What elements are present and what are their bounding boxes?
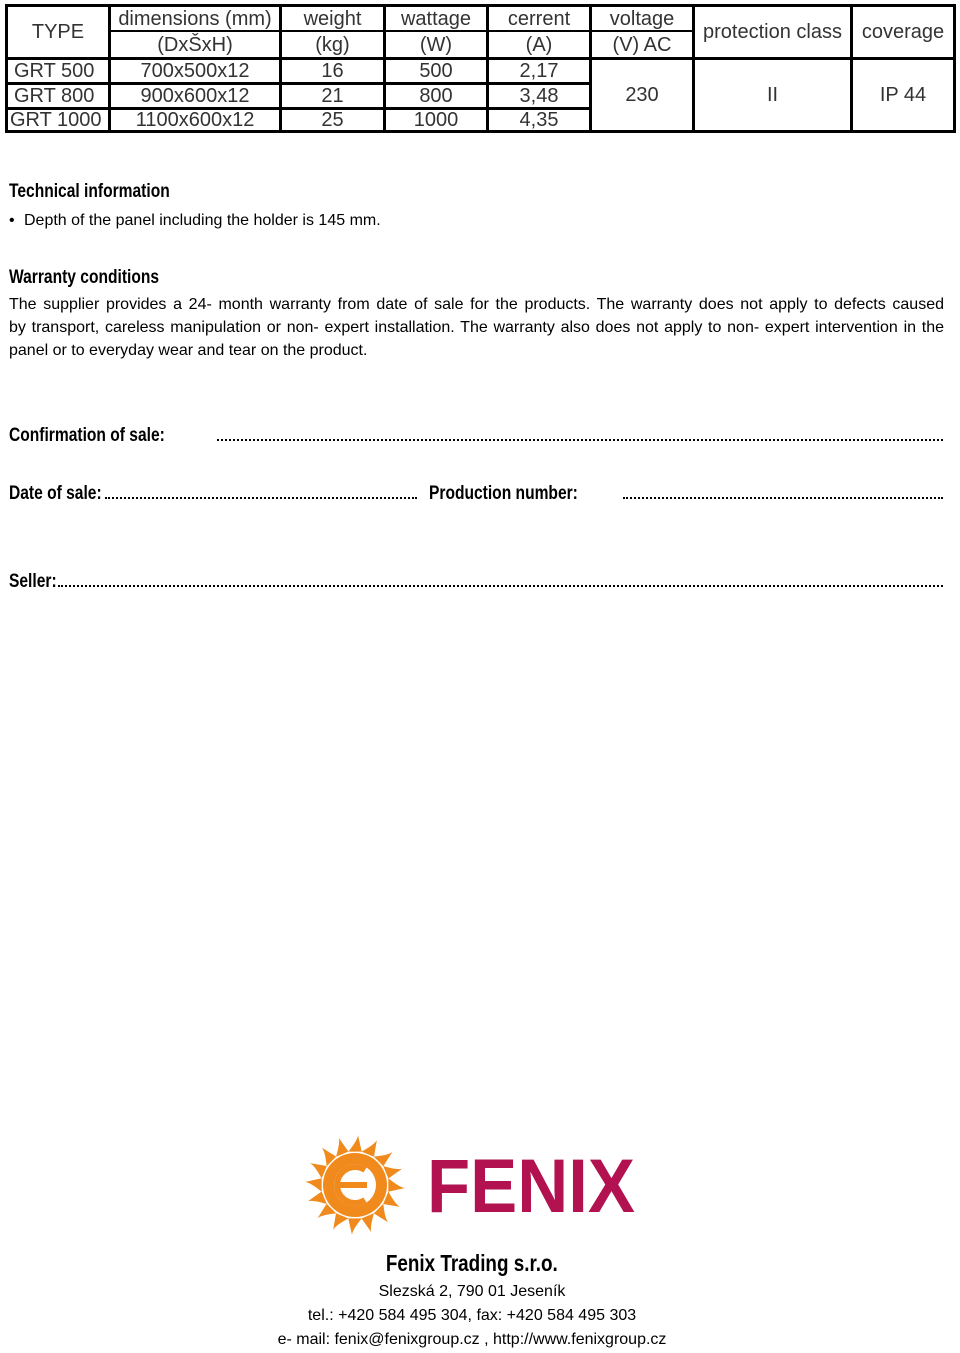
- row-type: GRT 800: [8, 85, 108, 107]
- sun-ray: [308, 1192, 327, 1204]
- header-wattage: wattage: [386, 7, 486, 30]
- confirmation-label: Confirmation of sale:: [9, 425, 165, 446]
- technical-info-text: Depth of the panel including the holder is 145 mm.: [24, 212, 381, 229]
- bullet-icon: •: [9, 212, 15, 229]
- sun-ray: [336, 1138, 348, 1157]
- voltage-value: 230: [592, 60, 692, 130]
- technical-info-item: [9, 212, 381, 230]
- date-of-sale-dotted-line[interactable]: [105, 497, 417, 499]
- fenix-logo: [305, 1133, 640, 1238]
- confirmation-of-sale-field: [9, 425, 943, 447]
- seller-label: Seller:: [9, 571, 57, 592]
- production-number-dotted-line[interactable]: [623, 497, 943, 499]
- sun-ray: [348, 1218, 362, 1235]
- sun-ray: [362, 1213, 374, 1232]
- production-number-label: Production number:: [428, 483, 578, 504]
- seller-dotted-line[interactable]: [58, 585, 943, 587]
- row-weight: 21: [282, 85, 383, 107]
- warranty-text-line: by transport, careless manipulation or non- expert installation. The warranty also does not apply to non- expert intervention in the: [9, 319, 944, 336]
- row-type: GRT 1000: [8, 110, 108, 130]
- header-voltage-unit: (V) AC: [592, 32, 692, 57]
- row-dimensions: 900x600x12: [111, 85, 279, 107]
- row-type: GRT 500: [8, 60, 108, 82]
- row-dimensions: 700x500x12: [111, 60, 279, 82]
- sun-ray: [383, 1166, 402, 1178]
- spec-table: [5, 4, 956, 133]
- header-current: cerrent: [489, 7, 589, 30]
- row-weight: 25: [282, 110, 383, 130]
- date-of-sale-label: Date of sale:: [9, 483, 102, 504]
- sun-icon: [305, 1135, 405, 1235]
- warranty-heading: Warranty conditions: [9, 267, 160, 288]
- header-protection-class: protection class: [695, 7, 850, 57]
- protection-class-value: II: [695, 60, 850, 130]
- company-phone: tel.: +420 584 495 304, fax: +420 584 495 303: [307, 1307, 637, 1324]
- row-weight: 16: [282, 60, 383, 82]
- header-voltage: voltage: [592, 7, 692, 30]
- row-current: 3,48: [489, 85, 589, 107]
- company-name: [0, 1250, 944, 1277]
- logo-wordmark: FENIX: [427, 1144, 636, 1229]
- header-coverage: coverage: [853, 7, 953, 57]
- coverage-value: IP 44: [853, 60, 953, 130]
- warranty-text-line: The supplier provides a 24- month warranty from date of sale for the products. The warranty does not apply to defects caused: [9, 296, 944, 313]
- warranty-text-line: panel or to everyday wear and tear on the product.: [9, 342, 368, 359]
- sun-ray: [305, 1178, 322, 1192]
- company-name-text: Fenix Trading s.r.o.: [386, 1250, 558, 1276]
- seller-field: [9, 571, 943, 593]
- row-wattage: 800: [386, 85, 486, 107]
- header-type: TYPE: [8, 7, 108, 57]
- row-current: 4,35: [489, 110, 589, 130]
- technical-info-heading: Technical information: [9, 181, 170, 202]
- confirmation-dotted-line[interactable]: [217, 439, 943, 441]
- sun-ray: [348, 1135, 362, 1152]
- header-weight-unit: (kg): [282, 32, 383, 57]
- header-dimensions: dimensions (mm): [111, 7, 279, 30]
- row-wattage: 500: [386, 60, 486, 82]
- row-current: 2,17: [489, 60, 589, 82]
- sun-ray: [388, 1178, 405, 1192]
- company-web: e- mail: fenix@fenixgroup.cz , http://www.fenixgroup.cz: [277, 1331, 667, 1348]
- header-dimensions-unit: (DxŠxH): [111, 32, 279, 57]
- company-address: Slezská 2, 790 01 Jeseník: [378, 1283, 566, 1300]
- row-dimensions: 1100x600x12: [111, 110, 279, 130]
- header-current-unit: (A): [489, 32, 589, 57]
- row-wattage: 1000: [386, 110, 486, 130]
- header-wattage-unit: (W): [386, 32, 486, 57]
- date-production-row: [9, 483, 943, 505]
- header-weight: weight: [282, 7, 383, 30]
